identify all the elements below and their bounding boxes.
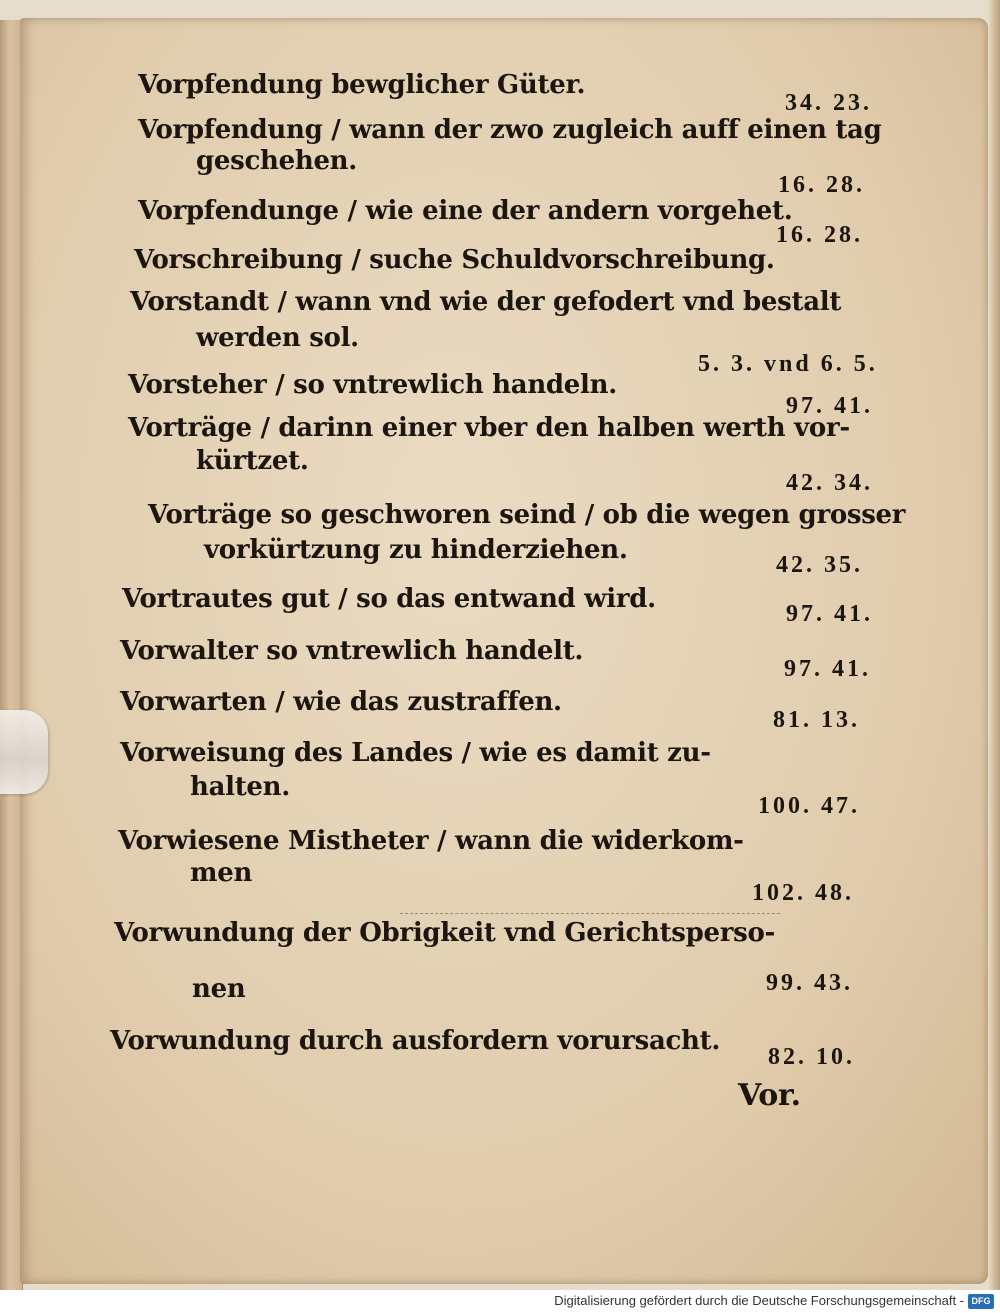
index-entry-continuation: kürtzet. <box>196 446 309 476</box>
page-reference: 42. 35. <box>776 552 863 578</box>
footer-credit: Digitalisierung gefördert durch die Deutsche Forschungsgemeinschaft - <box>554 1293 964 1308</box>
index-entry: Vorwalter so vntrewlich handelt. <box>120 636 584 666</box>
page-reference: 97. 41. <box>784 656 871 682</box>
index-entry: Vorpfendung bewglicher Güter. <box>138 70 586 100</box>
footer-bar <box>0 1290 1000 1313</box>
page-reference: 99. 43. <box>766 970 853 996</box>
page-reference: 102. 48. <box>752 880 854 906</box>
index-entry: Vorwarten / wie das zustraffen. <box>120 687 562 717</box>
index-entry: Vorstandt / wann vnd wie der gefodert vnd bestalt <box>130 287 842 317</box>
index-entry: Vorträge / darinn einer vber den halben werth vor- <box>128 413 850 443</box>
page-reference: 5. 3. vnd 6. 5. <box>698 351 878 377</box>
index-entry: Vortrautes gut / so das entwand wird. <box>122 584 656 614</box>
index-entry: Vorpfendung / wann der zwo zugleich auff einen tag <box>138 115 882 145</box>
page-reference: 97. 41. <box>786 601 873 627</box>
index-entry-continuation: vorkürtzung zu hinderziehen. <box>204 535 628 565</box>
dotted-rule <box>400 913 780 914</box>
page-reference: 16. 28. <box>776 222 863 248</box>
page-clip <box>0 710 48 794</box>
page-edge <box>988 0 1000 1290</box>
index-entry-continuation: halten. <box>190 772 291 802</box>
index-entry-continuation: werden sol. <box>196 323 359 353</box>
index-entry: Vorwundung der Obrigkeit vnd Gerichtsperso- <box>114 918 776 948</box>
index-entry: Vorträge so geschworen seind / ob die wegen grosser <box>148 500 906 530</box>
page-reference: 100. 47. <box>758 793 860 819</box>
index-entry-continuation: geschehen. <box>196 146 358 176</box>
index-entry-continuation: nen <box>192 974 246 1004</box>
page-reference: 34. 23. <box>785 90 872 116</box>
index-entry: Vorpfendunge / wie eine der andern vorgehet. <box>138 196 793 226</box>
page-reference: 97. 41. <box>786 393 873 419</box>
page-reference: 16. 28. <box>778 172 865 198</box>
index-entry: Vorsteher / so vntrewlich handeln. <box>128 370 617 400</box>
index-entry: Vorweisung des Landes / wie es damit zu- <box>120 738 711 768</box>
catchword: Vor. <box>738 1078 801 1113</box>
dfg-logo-icon: DFG <box>968 1294 994 1309</box>
page-reference: 81. 13. <box>773 707 860 733</box>
index-entry-continuation: men <box>190 858 253 888</box>
index-entry: Vorwundung durch ausfordern vorursacht. <box>110 1026 721 1056</box>
page-reference: 42. 34. <box>786 470 873 496</box>
index-entry: Vorschreibung / suche Schuldvorschreibung. <box>134 245 775 275</box>
page-reference: 82. 10. <box>768 1044 855 1070</box>
index-entry: Vorwiesene Mistheter / wann die widerkom- <box>118 826 744 856</box>
